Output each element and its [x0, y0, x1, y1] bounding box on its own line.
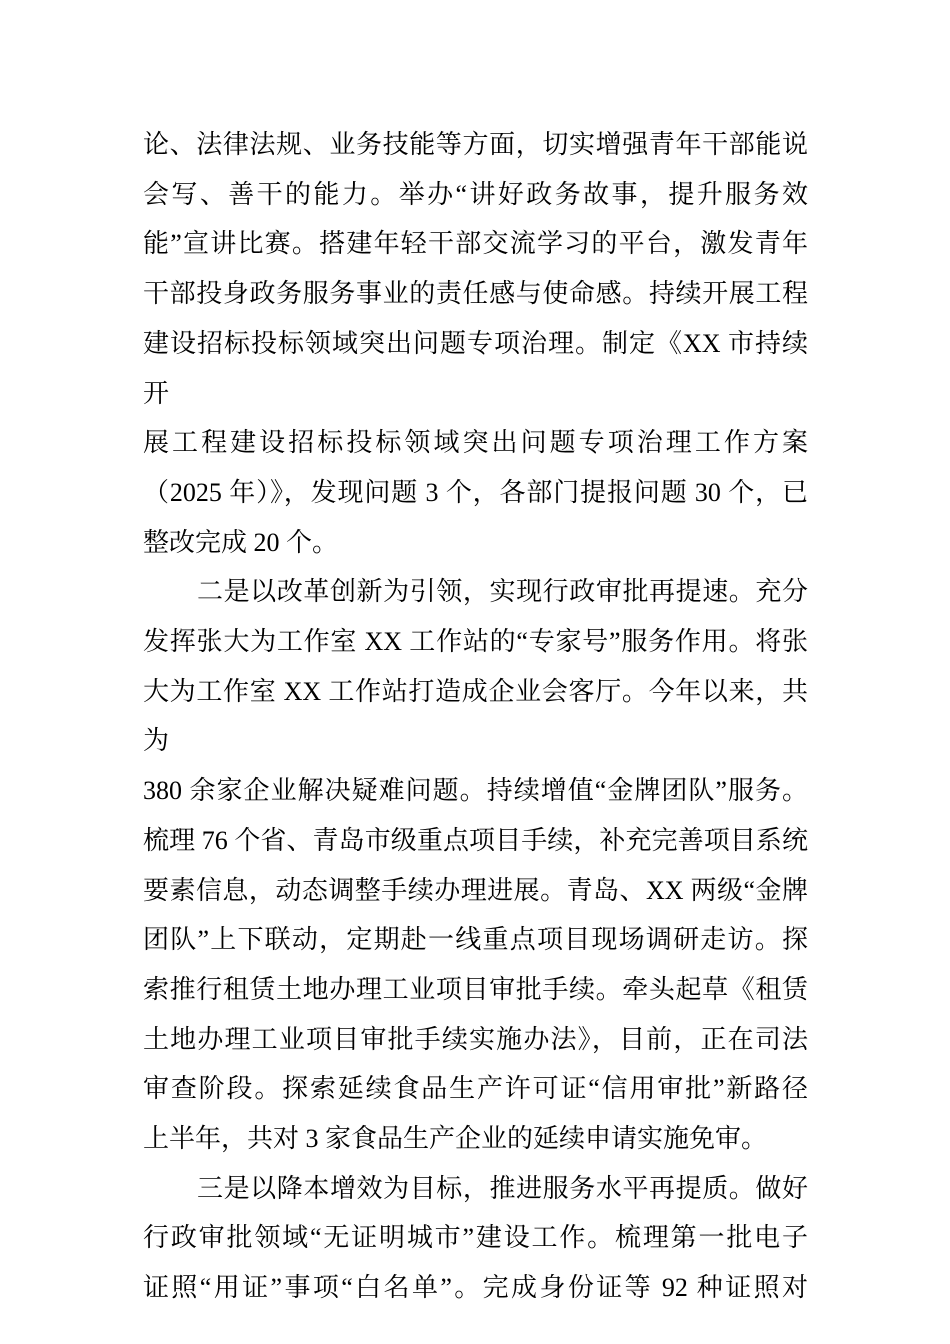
- text-line: 展工程建设招标投标领域突出问题专项治理工作方案: [143, 428, 808, 458]
- text-line: 建设招标投标领域突出问题专项治理。制定《XX 市持续开: [143, 328, 808, 408]
- text-line: 索推行租赁土地办理工业项目审批手续。牵头起草《租赁: [143, 974, 808, 1004]
- text-line: 380 余家企业解决疑难问题。持续增值“金牌团队”服务。: [143, 776, 808, 806]
- text-line: （2025 年）》，发现问题 3 个，各部门提报问题 30 个，已: [143, 477, 808, 507]
- text-line: 发挥张大为工作室 XX 工作站的“专家号”服务作用。将张: [143, 627, 808, 657]
- paragraph: [143, 120, 808, 567]
- text-line: 审查阶段。探索延续食品生产许可证“信用审批”新路径: [143, 1074, 808, 1104]
- text-line: 梳理 76 个省、青岛市级重点项目手续，补充完善项目系统: [143, 825, 808, 855]
- text-line: 证照“用证”事项“白名单”。完成身份证等 92 种证照对: [143, 1273, 808, 1303]
- text-line: 土地办理工业项目审批手续实施办法》，目前，正在司法: [143, 1024, 808, 1054]
- text-line: 三是以降本增效为目标，推进服务水平再提质。做好: [197, 1173, 808, 1203]
- text-line: 行政审批领域“无证明城市”建设工作。梳理第一批电子: [143, 1223, 808, 1253]
- text-line: 要素信息，动态调整手续办理进展。青岛、XX 两级“金牌: [143, 875, 808, 905]
- text-line: 干部投身政务服务事业的责任感与使命感。持续开展工程: [143, 279, 808, 309]
- paragraph: [143, 1164, 808, 1313]
- text-line: 大为工作室 XX 工作站打造成企业会客厅。今年以来，共为: [143, 676, 808, 756]
- document-text: [143, 120, 808, 1313]
- text-line: 会写、善干的能力。举办“讲好政务故事，提升服务效: [143, 179, 808, 209]
- text-line: 能”宣讲比赛。搭建年轻干部交流学习的平台，激发青年: [143, 229, 808, 259]
- text-line: 二是以改革创新为引领，实现行政审批再提速。充分: [197, 577, 808, 607]
- text-line: 团队”上下联动，定期赴一线重点项目现场调研走访。探: [143, 925, 808, 955]
- text-line: 整改完成 20 个。: [143, 527, 339, 557]
- paragraph: [143, 567, 808, 1163]
- text-line: 上半年，共对 3 家食品生产企业的延续申请实施免审。: [143, 1124, 768, 1154]
- text-line: 论、法律法规、业务技能等方面，切实增强青年干部能说: [143, 130, 808, 159]
